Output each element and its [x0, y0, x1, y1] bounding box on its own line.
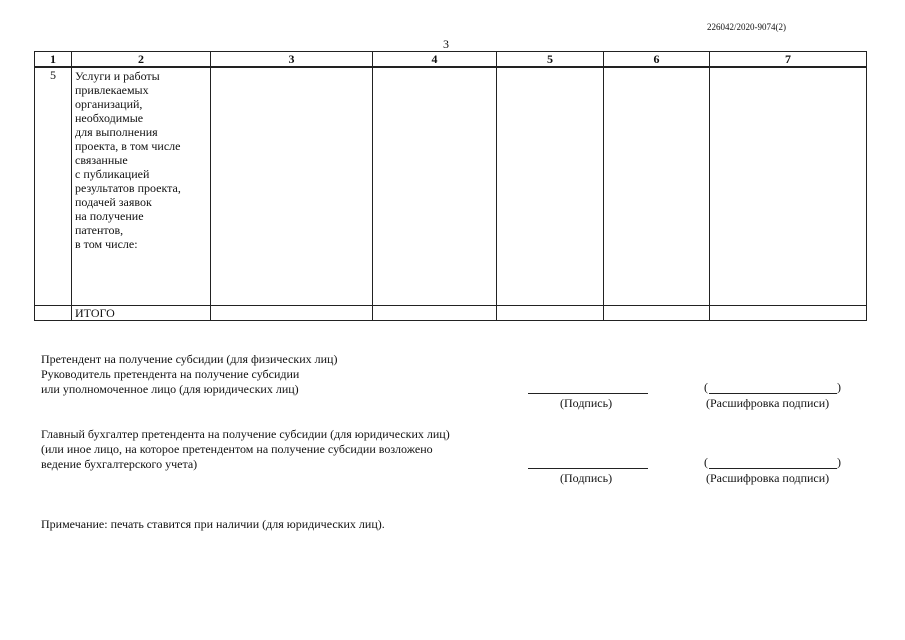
- total-label: ИТОГО: [72, 306, 211, 321]
- applicant-line: Руководитель претендента на получение субсидии: [41, 367, 300, 381]
- table-cell: [710, 306, 867, 321]
- document-id: 226042/2020-9074(2): [707, 22, 786, 32]
- applicant-signature-caption: (Подпись): [560, 396, 613, 410]
- accountant-signature-text: [41, 427, 450, 472]
- applicant-line: или уполномоченное лицо (для юридических лиц): [41, 382, 299, 396]
- budget-table: [34, 51, 867, 321]
- row-description: [72, 67, 211, 306]
- row-description-line: в том числе:: [75, 237, 138, 251]
- table-header-row: [35, 52, 867, 68]
- applicant-signature-text: [41, 352, 337, 397]
- table-cell: [211, 306, 373, 321]
- accountant-paren-open: (: [704, 455, 708, 469]
- column-header: 7: [710, 52, 867, 68]
- column-header: 1: [35, 52, 72, 68]
- row-description-line: на получение: [75, 209, 144, 223]
- column-header: 5: [497, 52, 604, 68]
- table-cell: [710, 67, 867, 306]
- table-cell: [604, 306, 710, 321]
- accountant-line: (или иное лицо, на которое претендентом на получение субсидии возложено: [41, 442, 433, 456]
- row-description-line: связанные: [75, 153, 128, 167]
- row-number: 5: [35, 67, 72, 306]
- table-cell: [497, 306, 604, 321]
- accountant-line: ведение бухгалтерского учета): [41, 457, 198, 471]
- column-header: 3: [211, 52, 373, 68]
- applicant-decoding-caption: (Расшифровка подписи): [706, 396, 830, 410]
- column-header: 6: [604, 52, 710, 68]
- applicant-signature-line: [528, 393, 648, 394]
- column-header: 2: [72, 52, 211, 68]
- row-description-line: для выполнения: [75, 125, 158, 139]
- page-number: 3: [443, 37, 449, 51]
- accountant-signature-caption: (Подпись): [560, 471, 613, 485]
- table-cell: [373, 67, 497, 306]
- column-header: 4: [373, 52, 497, 68]
- accountant-line: Главный бухгалтер претендента на получение субсидии (для юридических лиц): [41, 427, 450, 441]
- applicant-paren-close: ): [837, 380, 841, 394]
- row-description-line: Услуги и работы: [75, 69, 160, 83]
- table-cell: [497, 67, 604, 306]
- table-cell: [211, 67, 373, 306]
- footnote: Примечание: печать ставится при наличии (для юридических лиц).: [41, 517, 385, 531]
- row-description-line: результатов проекта,: [75, 181, 181, 195]
- total-row: [35, 306, 867, 321]
- row-description-line: необходимые: [75, 111, 144, 125]
- row-description-line: с публикацией: [75, 167, 150, 181]
- row-description-line: патентов,: [75, 223, 124, 237]
- row-description-line: организаций,: [75, 97, 143, 111]
- accountant-signature-line: [528, 468, 648, 469]
- table-cell: [604, 67, 710, 306]
- applicant-line: Претендент на получение субсидии (для физических лиц): [41, 352, 338, 366]
- table-cell: [373, 306, 497, 321]
- accountant-decoding-line: [709, 468, 837, 469]
- table-row: [35, 67, 867, 306]
- applicant-paren-open: (: [704, 380, 708, 394]
- accountant-paren-close: ): [837, 455, 841, 469]
- row-description-line: проекта, в том числе: [75, 139, 181, 153]
- accountant-decoding-caption: (Расшифровка подписи): [706, 471, 830, 485]
- table-cell: [35, 306, 72, 321]
- row-description-line: привлекаемых: [75, 83, 149, 97]
- row-description-line: подачей заявок: [75, 195, 152, 209]
- applicant-decoding-line: [709, 393, 837, 394]
